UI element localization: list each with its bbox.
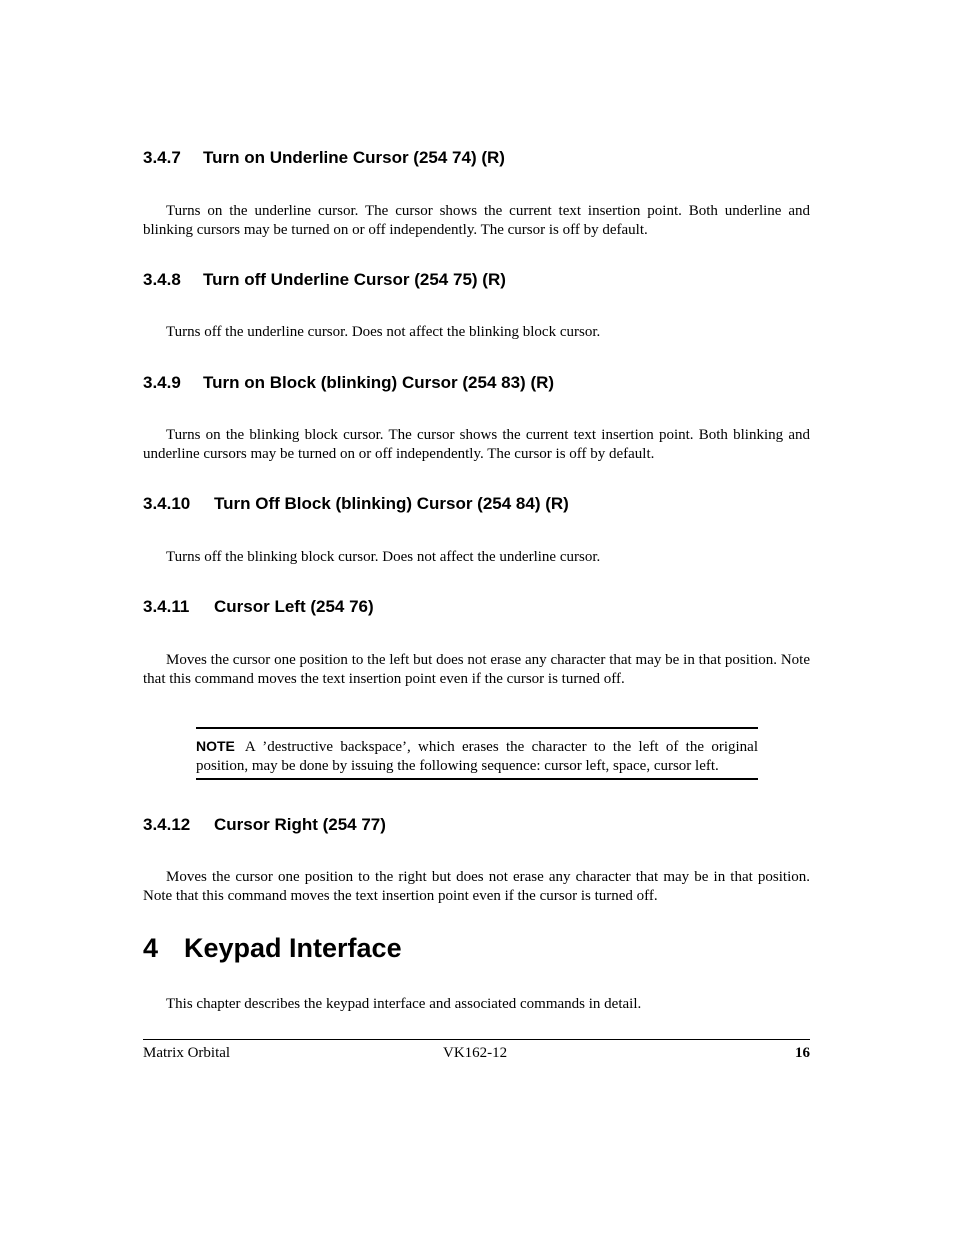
section-body-3-4-7: Turns on the underline cursor. The cursor shows the current text insertion point. Both underline and blinking cursors may be turned on or off independently. The cursor is off by default. xyxy=(143,203,810,238)
chapter-title: Keypad Interface xyxy=(184,933,402,963)
footer-rule xyxy=(143,1039,810,1040)
section-heading-3-4-9 xyxy=(143,373,554,393)
section-title: Turn on Block (blinking) Cursor (254 83) (R) xyxy=(203,373,555,392)
chapter-body: This chapter describes the keypad interface and associated commands in detail. xyxy=(166,996,642,1012)
note-label: NOTE xyxy=(196,738,235,754)
section-title: Turn Off Block (blinking) Cursor (254 84) (R) xyxy=(214,494,569,513)
section-number: 3.4.9 xyxy=(143,373,181,392)
note-box xyxy=(196,727,758,780)
section-heading-3-4-11 xyxy=(143,597,374,617)
section-title: Turn on Underline Cursor (254 74) (R) xyxy=(203,148,505,167)
section-heading-3-4-8 xyxy=(143,270,506,290)
section-body-3-4-11: Moves the cursor one position to the left but does not erase any character that may be in that position. Note that this command moves the text insertion point even if the cursor is turned off. xyxy=(143,652,810,687)
section-number: 3.4.10 xyxy=(143,494,191,513)
section-body-3-4-9: Turns on the blinking block cursor. The cursor shows the current text insertion point. Both blinking and underline cursors may be turned on or off independently. The cursor is off by default. xyxy=(143,427,810,462)
section-heading-3-4-7 xyxy=(143,148,505,168)
section-title: Cursor Right (254 77) xyxy=(214,815,386,834)
section-title: Cursor Left (254 76) xyxy=(214,597,374,616)
chapter-heading xyxy=(143,932,402,964)
section-number: 3.4.12 xyxy=(143,815,191,834)
note-content: A ’destructive backspace’, which erases the character to the left of the original position, may be done by issuing the following sequence: cursor left, space, cursor left. xyxy=(196,739,758,774)
section-number: 3.4.11 xyxy=(143,597,190,616)
section-heading-3-4-12 xyxy=(143,815,386,835)
section-body-3-4-8: Turns off the underline cursor. Does not affect the blinking block cursor. xyxy=(166,324,601,340)
section-body-3-4-12: Moves the cursor one position to the right but does not erase any character that may be in that position. Note that this command moves the text insertion point even if the cursor is turned off. xyxy=(143,869,810,904)
section-body-3-4-10: Turns off the blinking block cursor. Does not affect the underline cursor. xyxy=(166,549,601,565)
footer-page-number: 16 xyxy=(795,1045,810,1061)
section-number: 3.4.8 xyxy=(143,270,181,289)
section-title: Turn off Underline Cursor (254 75) (R) xyxy=(203,270,506,289)
footer-company: Matrix Orbital xyxy=(143,1045,231,1061)
footer-model: VK162-12 xyxy=(443,1045,508,1061)
section-heading-3-4-10 xyxy=(143,494,569,514)
chapter-number: 4 xyxy=(143,933,159,963)
note-text xyxy=(196,737,758,775)
section-number: 3.4.7 xyxy=(143,148,181,167)
